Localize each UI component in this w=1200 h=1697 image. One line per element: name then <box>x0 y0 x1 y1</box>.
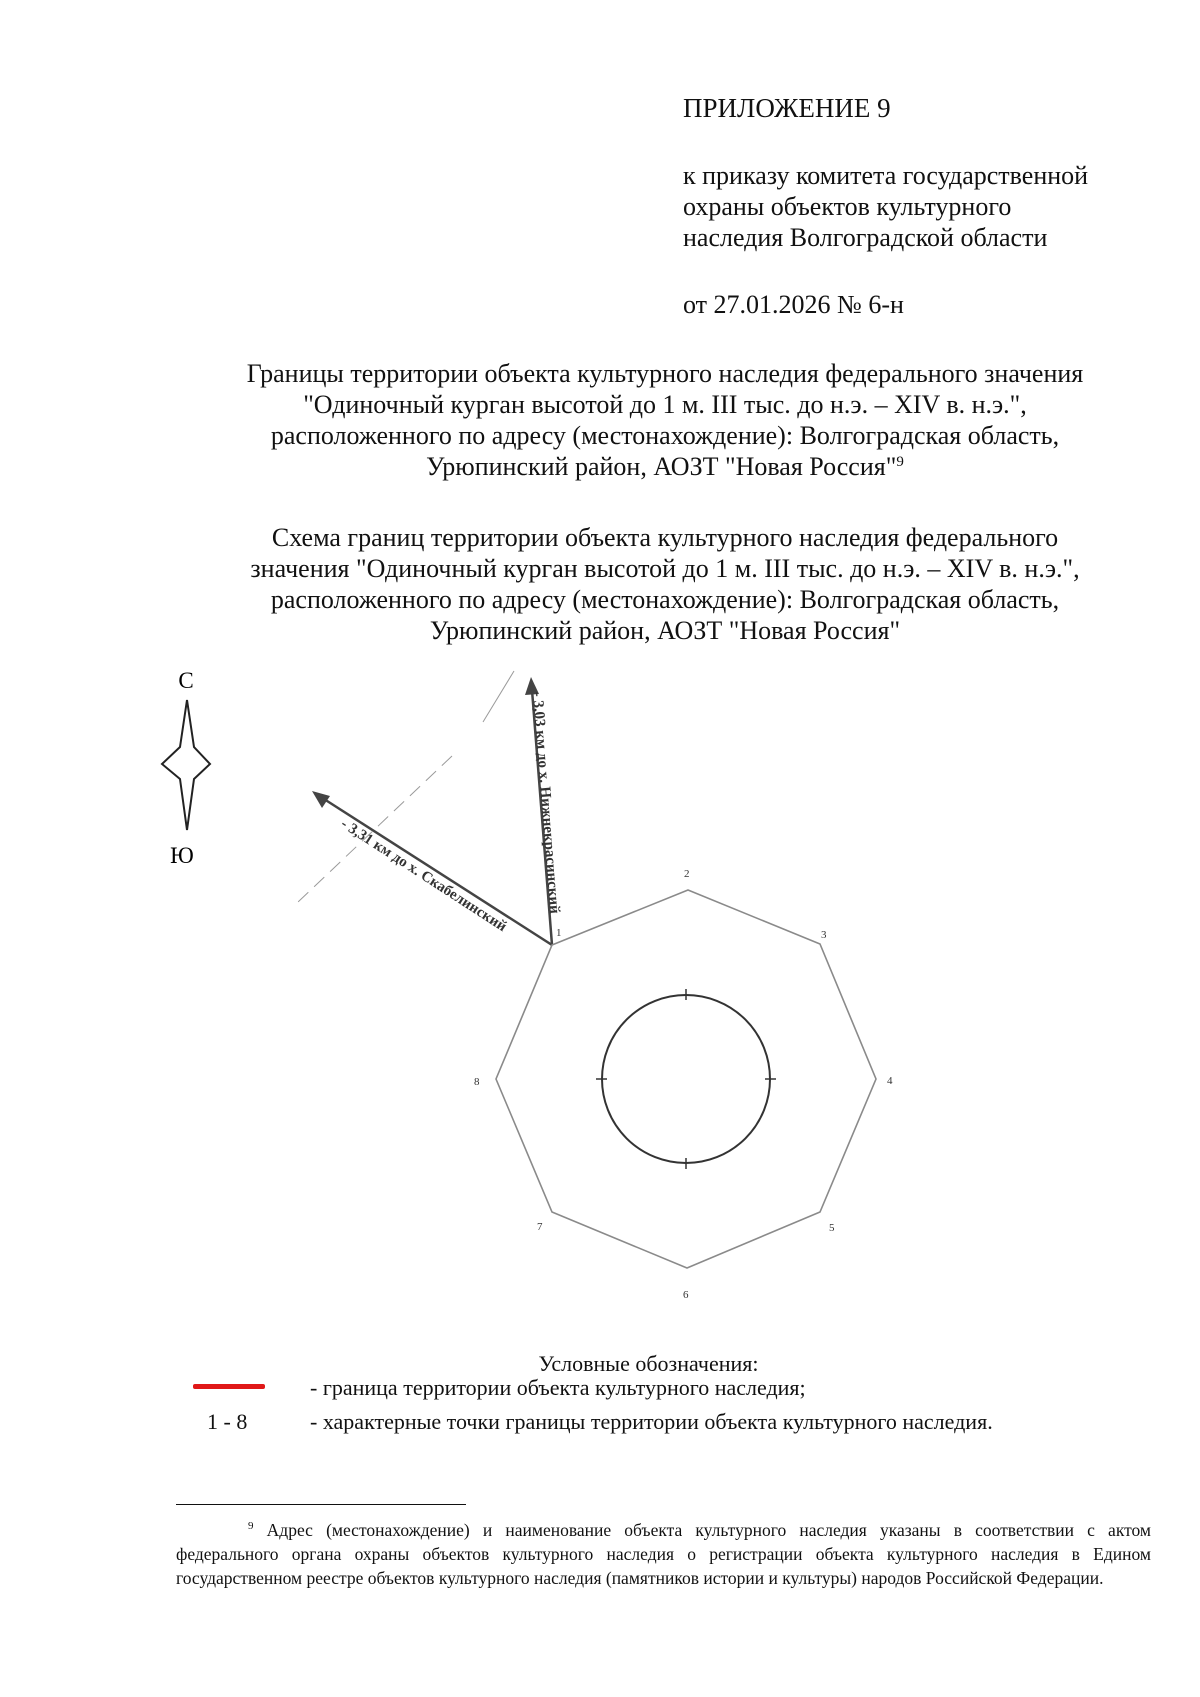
boundary-scheme <box>0 640 1200 1340</box>
legend-boundary-swatch <box>193 1384 265 1389</box>
guide-line <box>483 671 514 722</box>
footnote-divider <box>176 1504 466 1505</box>
appendix-to-line: наследия Волгоградской области <box>683 223 1048 252</box>
footnote <box>176 1514 1151 1590</box>
appendix-to-line: к приказу комитета государственной <box>683 161 1089 190</box>
footnote-reference[interactable]: 9 <box>896 454 904 470</box>
point-label: 5 <box>829 1222 835 1234</box>
appendix-date: от 27.01.2026 № 6-н <box>683 290 904 319</box>
heading-line: Урюпинский район, АОЗТ "Новая Россия" <box>429 616 901 645</box>
point-label: 3 <box>821 929 827 941</box>
point-label: 1 <box>556 927 562 939</box>
footnote-mark: 9 <box>248 1520 254 1532</box>
scheme-heading <box>120 522 1200 646</box>
territory-boundary <box>496 890 876 1268</box>
legend-boundary-text: - граница территории объекта культурного наследия; <box>310 1375 806 1400</box>
compass-icon <box>162 668 210 868</box>
compass-star <box>162 700 210 830</box>
legend-title: Условные обозначения: <box>538 1351 759 1376</box>
point-label: 8 <box>474 1076 480 1088</box>
heading-line: расположенного по адресу (местонахождение): Волгоградская область, <box>270 421 1060 450</box>
heading-line: значения "Одиночный курган высотой до 1 м. III тыс. до н.э. – XIV в. н.э.", <box>250 554 1080 583</box>
legend-points-text: - характерные точки границы территории объекта культурного наследия. <box>310 1409 993 1434</box>
appendix-to-line: охраны объектов культурного <box>683 192 1012 221</box>
legend-points-symbol: 1 - 8 <box>207 1409 248 1434</box>
compass-south-label: Ю <box>170 843 194 868</box>
boundaries-heading <box>120 358 1200 482</box>
footnote-text: Адрес (местонахождение) и наименование объекта культурного наследия указаны в соответствии с актом федерального органа охраны объектов культурного наследия о регистрации объекта культурного наследия в Едином государственном реестре объектов культурного наследия (памятников истории и культуры) народов Российской Федерации. <box>176 1519 1152 1588</box>
heading-line: Границы территории объекта культурного наследия федерального значения <box>246 359 1084 388</box>
point-label: 2 <box>684 868 690 880</box>
appendix-title: ПРИЛОЖЕНИЕ 9 <box>683 93 891 123</box>
heading-line-text: Урюпинский район, АОЗТ "Новая Россия" <box>426 452 897 481</box>
point-label: 6 <box>683 1289 689 1301</box>
direction-arrow-left <box>312 791 552 945</box>
heading-line: "Одиночный курган высотой до 1 м. III тыс. до н.э. – XIV в. н.э.", <box>303 390 1027 419</box>
compass-north-label: С <box>178 668 194 693</box>
appendix-to-block <box>683 160 1088 253</box>
distance-label-right: - 3,03 км до х. Нижнекрасинский <box>529 691 563 915</box>
heading-line: расположенного по адресу (местонахождение): Волгоградская область, <box>270 585 1060 614</box>
mound-circle <box>596 989 776 1169</box>
point-label: 7 <box>537 1221 543 1233</box>
heading-line: Схема границ территории объекта культурного наследия федерального <box>271 523 1059 552</box>
boundary-point-labels <box>474 868 893 1301</box>
heading-line <box>120 451 1200 482</box>
point-label: 4 <box>887 1075 893 1087</box>
distance-label-left: - 3,31 км до х. Скабелинский <box>337 815 510 936</box>
